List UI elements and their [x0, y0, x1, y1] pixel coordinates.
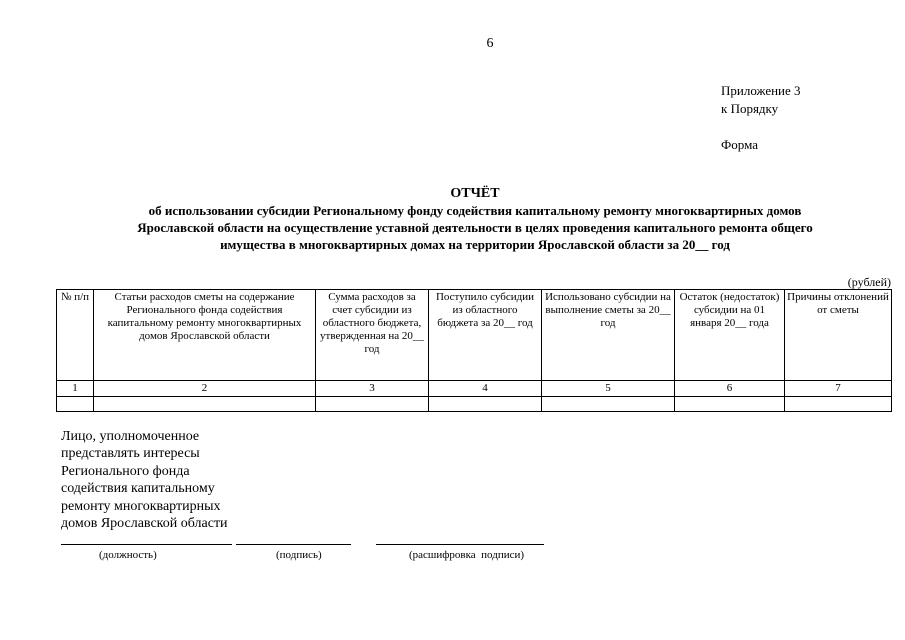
annex-line-2: к Порядку	[721, 101, 779, 116]
signature-line[interactable]	[236, 544, 351, 545]
report-title	[40, 185, 905, 253]
decoding-line[interactable]	[376, 544, 544, 545]
column-number-cell: 5	[542, 381, 675, 397]
signer-line: домов Ярославской области	[61, 516, 228, 532]
column-number-cell: 7	[785, 381, 892, 397]
signature-caption: (подпись)	[276, 549, 322, 561]
table-cell[interactable]	[542, 397, 675, 412]
annex-line-1: Приложение 3	[721, 83, 801, 98]
signer-line: содействия капитальному	[61, 481, 215, 497]
table-header-row	[57, 290, 892, 381]
header-cell: Поступило субсидии из областного бюджета за 20__ год	[429, 290, 542, 381]
header-cell: Статьи расходов сметы на содержание Регионального фонда содействия капитальному ремонту многоквартирных домов Ярославской области	[94, 290, 316, 381]
column-number-cell: 2	[94, 381, 316, 397]
header-cell: № п/п	[57, 290, 94, 381]
table-cell[interactable]	[429, 397, 542, 412]
page-number: 6	[486, 36, 494, 51]
column-number-cell: 1	[57, 381, 94, 397]
signer-line: ремонту многоквартирных	[61, 498, 221, 514]
header-cell: Сумма расходов за счет субсидии из областного бюджета, утвержденная на 20__ год	[316, 290, 429, 381]
units-label: (рублей)	[847, 275, 891, 289]
position-caption: (должность)	[99, 549, 157, 561]
signer-line: Регионального фонда	[61, 463, 190, 479]
signer-line: Лицо, уполномоченное	[61, 429, 200, 444]
annex-block	[721, 82, 801, 154]
table-cell[interactable]	[57, 397, 94, 412]
form-label: Форма	[721, 137, 758, 152]
position-line[interactable]	[61, 544, 232, 545]
report-title-line-3: имущества в многоквартирных домах на территории Ярославской области за 20__ год	[220, 237, 730, 252]
column-number-cell: 4	[429, 381, 542, 397]
table-column-number-row	[57, 381, 892, 397]
header-cell: Использовано субсидии на выполнение сметы за 20__ год	[542, 290, 675, 381]
header-cell: Причины отклонений от сметы	[785, 290, 892, 381]
signer-line: представлять интересы	[61, 446, 200, 462]
table-cell[interactable]	[785, 397, 892, 412]
header-cell: Остаток (недостаток) субсидии на 01 января 20__ года	[675, 290, 785, 381]
table-cell[interactable]	[316, 397, 429, 412]
decoding-caption: (расшифровка подписи)	[409, 549, 525, 561]
column-number-cell: 6	[675, 381, 785, 397]
table-row	[57, 397, 892, 412]
authorized-person-block	[61, 428, 228, 532]
table-cell[interactable]	[94, 397, 316, 412]
report-title-line-2: Ярославской области на осуществление уставной деятельности в целях проведения капитального ремонта общего	[137, 220, 813, 235]
report-table	[56, 289, 892, 412]
table-cell[interactable]	[675, 397, 785, 412]
report-heading: ОТЧЁТ	[450, 186, 500, 201]
report-title-line-1: об использовании субсидии Региональному фонду содействия капитальному ремонту многоквартирных домов	[148, 203, 802, 218]
column-number-cell: 3	[316, 381, 429, 397]
